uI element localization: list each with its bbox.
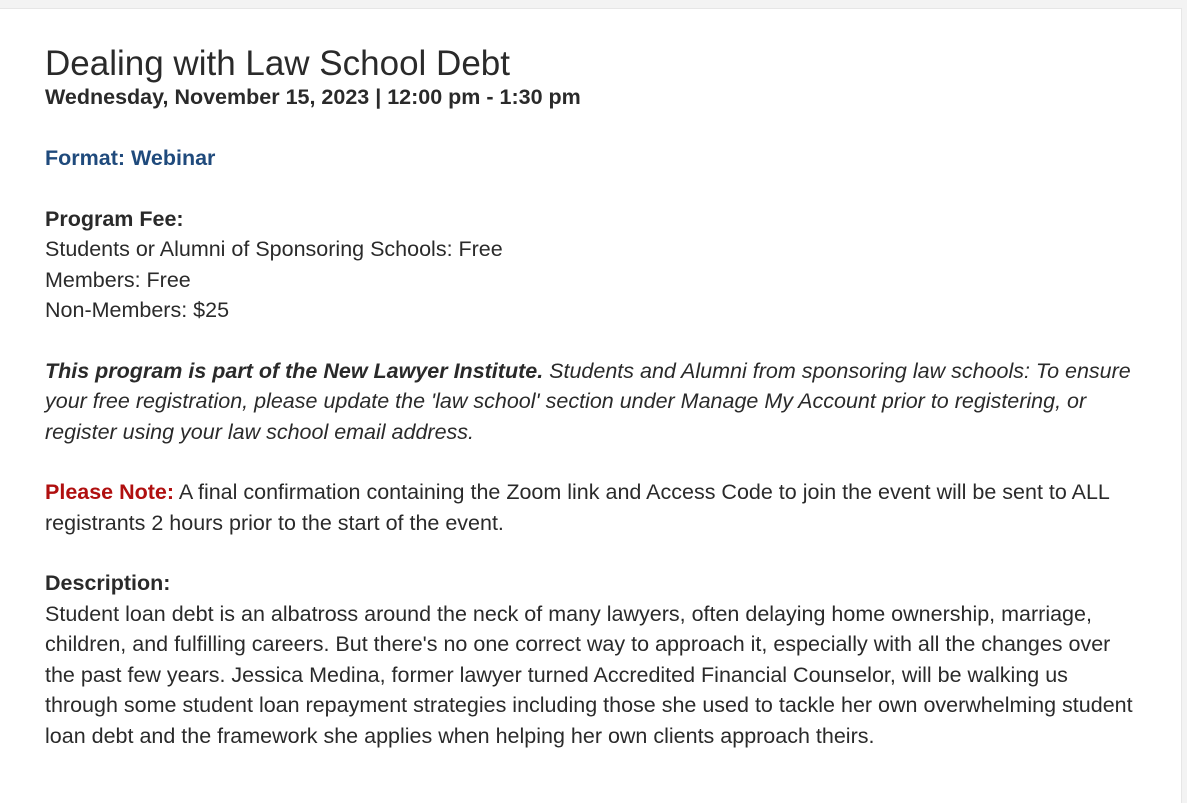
top-bar (0, 0, 1187, 9)
institute-paragraph (45, 356, 1145, 448)
fee-line-members: Members: Free (45, 267, 191, 292)
please-note-text: A final confirmation containing the Zoom link and Access Code to join the event will be sent to ALL registrants 2 hours prior to the start of the event. (45, 480, 1110, 535)
institute-bold-text: This program is part of the New Lawyer Institute. (45, 358, 544, 383)
fee-line-students: Students or Alumni of Sponsoring Schools: Free (45, 237, 503, 261)
institute-text: Students and Alumni from sponsoring law schools: To ensure your free registration, please update the 'law school' section under Manage My Account prior to registering, or register using your law school email address. (45, 358, 1131, 444)
event-title: Dealing with Law School Debt (45, 44, 510, 83)
event-content (45, 42, 1145, 751)
program-fee-label: Program Fee: (45, 206, 184, 231)
fee-line-non-members: Non-Members: $25 (45, 298, 230, 322)
description-label: Description: (45, 571, 171, 595)
description-text: Student loan debt is an albatross around the neck of many lawyers, often delaying home ownership, marriage, children, and fulfilling careers. But there's no one correct way to approach it, especially with all the changes over the past few years. Jessica Medina, former lawyer turned Accredited Financial Counselor, will be walking us through some student loan repayment strategies including those she used to tackle her own overwhelming student loan debt and the framework she applies when helping her own clients approach theirs. (45, 601, 1133, 748)
please-note-paragraph (45, 477, 1145, 538)
event-format: Format: Webinar (45, 146, 216, 170)
please-note-label: Please Note: (45, 480, 175, 504)
program-fee-section (45, 204, 1145, 326)
scroll-edge (1181, 8, 1187, 803)
event-datetime: Wednesday, November 15, 2023 | 12:00 pm - 1:30 pm (45, 85, 581, 109)
description-section (45, 568, 1145, 751)
